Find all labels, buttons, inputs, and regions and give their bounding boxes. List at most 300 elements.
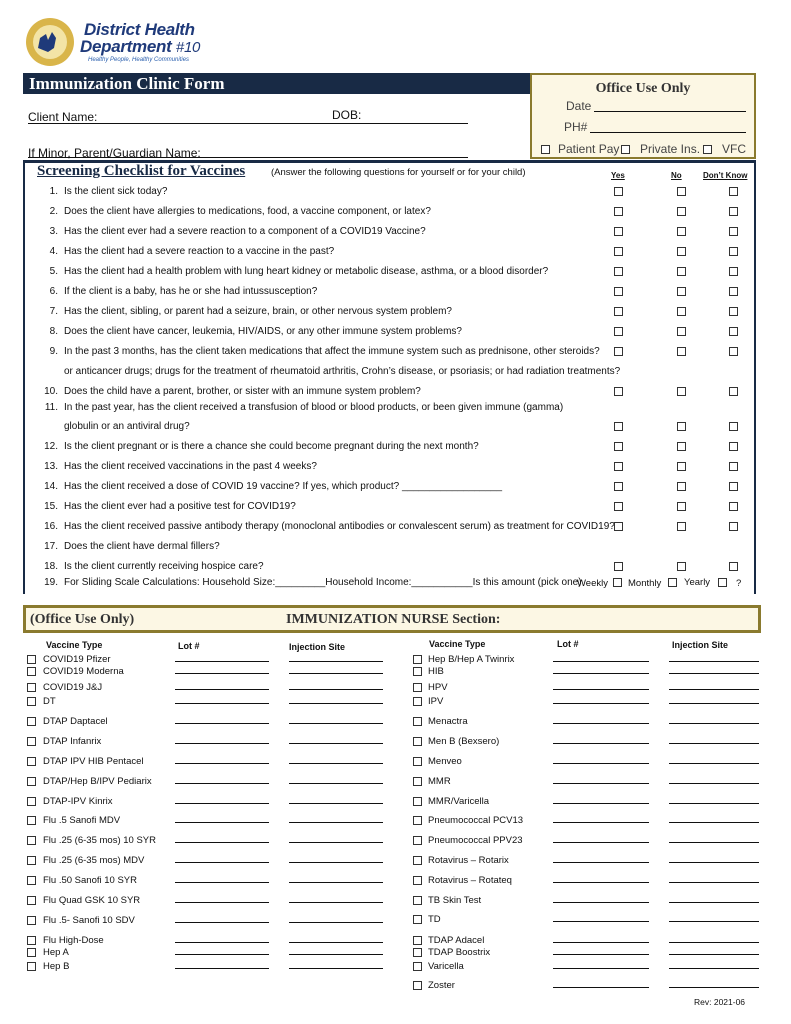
vaccine-label: Flu .5 Sanofi MDV [43,815,121,826]
answer-dont-know-checkbox[interactable] [729,327,738,336]
injection-site-field[interactable] [669,882,759,883]
lot-number-field[interactable] [175,842,269,843]
injection-site-field[interactable] [669,783,759,784]
vaccine-checkbox[interactable] [27,936,36,945]
lot-number-field[interactable] [553,689,649,690]
private-ins-checkbox[interactable] [621,145,630,154]
vaccine-checkbox[interactable] [413,667,422,676]
vaccine-checkbox[interactable] [413,655,422,664]
lot-number-field[interactable] [553,902,649,903]
injection-site-field[interactable] [669,689,759,690]
freq-weekly-checkbox[interactable] [613,578,622,587]
question-row [40,226,426,237]
vaccine-label: COVID19 J&J [43,682,103,693]
vaccine-checkbox[interactable] [413,948,422,957]
vaccine-label: MMR/Varicella [428,796,490,807]
question-number: 13. [44,461,58,472]
injection-site-field[interactable] [289,763,383,764]
guardian-field[interactable] [28,157,468,158]
ph-field[interactable] [590,132,746,133]
lot-number-field[interactable] [553,703,649,704]
vaccine-label: Flu .5- Sanofi 10 SDV [43,915,135,926]
question-number: 3. [49,226,58,237]
vaccine-label: DTAP Infanrix [43,736,102,747]
question-number: 6. [49,286,58,297]
lot-number-field[interactable] [175,922,269,923]
question-text: Is the client sick today? [64,186,168,197]
question-number: 9. [49,346,58,357]
answer-yes-checkbox[interactable] [614,522,623,531]
lot-number-field[interactable] [553,921,649,922]
vaccine-checkbox[interactable] [27,667,36,676]
question-number: 17. [44,541,58,552]
question-row [40,206,431,217]
injection-site-field[interactable] [669,822,759,823]
answer-dont-know-checkbox[interactable] [729,562,738,571]
lot-number-field[interactable] [553,954,649,955]
lot-number-field[interactable] [553,862,649,863]
answer-no-checkbox[interactable] [677,227,686,236]
client-name-field[interactable] [28,123,468,124]
vaccine-checkbox[interactable] [27,856,36,865]
lot-number-field[interactable] [553,743,649,744]
answer-yes-checkbox[interactable] [614,267,623,276]
vaccine-label: TD [428,914,441,925]
injection-site-field[interactable] [669,987,759,988]
vaccine-label: Pneumococcal PCV13 [428,815,524,826]
form-title: Immunization Clinic Form [23,73,533,94]
ph-label: PH# [564,120,588,134]
question-text: If the client is a baby, has he or she had intussusception? [64,286,318,297]
lot-number-field[interactable] [553,803,649,804]
question-row [40,577,582,588]
question-text: Has the client received vaccinations in the past 4 weeks? [64,461,317,472]
vaccine-label: DTAP IPV HIB Pentacel [43,756,144,767]
vaccine-label: DT [43,696,56,707]
revision-label: Rev: 2021-06 [694,997,746,1007]
vaccine-label: Menactra [428,716,468,727]
question-text: In the past year, has the client received a transfusion of blood or blood products, or been given immune (gamma) [64,402,564,413]
question-text: Has the client had a health problem with lung heart kidney or metabolic disease, asthma, or a blood disorder? [64,266,549,277]
lot-number-field[interactable] [553,763,649,764]
answer-yes-checkbox[interactable] [614,462,623,471]
vaccine-checkbox[interactable] [413,915,422,924]
screening-instruction: (Answer the following questions for yourself or for your child) [271,167,526,178]
injection-site-field[interactable] [289,902,383,903]
vaccine-checkbox[interactable] [413,683,422,692]
answer-yes-checkbox[interactable] [614,482,623,491]
freq-yearly-checkbox[interactable] [718,578,727,587]
injection-site-field[interactable] [669,968,759,969]
lot-number-field[interactable] [553,783,649,784]
answer-yes-checkbox[interactable] [614,187,623,196]
lot-number-field[interactable] [175,822,269,823]
office-use-box [530,73,756,159]
answer-no-checkbox[interactable] [677,187,686,196]
question-text: Does the child have a parent, brother, or sister with an immune system problem? [64,386,421,397]
injection-site-field[interactable] [289,922,383,923]
vaccine-label: DTAP/Hep B/IPV Pediarix [43,776,152,787]
vaccine-checkbox[interactable] [27,876,36,885]
injection-site-field[interactable] [289,661,383,662]
answer-dont-know-checkbox[interactable] [729,387,738,396]
left-site-header: Injection Site [289,642,346,652]
injection-site-field[interactable] [669,723,759,724]
vaccine-label: HIB [428,666,444,677]
question-row [40,541,220,552]
answer-no-checkbox[interactable] [677,387,686,396]
question-number: 8. [49,326,58,337]
lot-number-field[interactable] [553,822,649,823]
freq-unknown-label: ? [736,578,742,589]
answer-no-checkbox[interactable] [677,247,686,256]
answer-dont-know-checkbox[interactable] [729,267,738,276]
lot-number-field[interactable] [553,882,649,883]
question-text: Has the client had a severe reaction to a vaccine in the past? [64,246,335,257]
vaccine-label: Pneumococcal PPV23 [428,835,523,846]
right-vaccine-header: Vaccine Type [429,639,486,649]
answer-yes-checkbox[interactable] [614,347,623,356]
nurse-section-title: IMMUNIZATION NURSE Section: [286,612,501,627]
answer-no-checkbox[interactable] [677,267,686,276]
col-dont-know: Don’t Know [703,171,748,180]
vaccine-checkbox[interactable] [413,777,422,786]
question-text: or anticancer drugs; drugs for the treatment of rheumatoid arthritis, Crohn’s disease, or psoriasis; or had radiation treatments? [64,366,621,377]
logo-text-line2: Department #10 [80,37,201,56]
lot-number-field[interactable] [175,803,269,804]
answer-no-checkbox[interactable] [677,482,686,491]
question-text: Is the client pregnant or is there a chance she could become pregnant during the next month? [64,441,479,452]
lot-number-field[interactable] [553,673,649,674]
question-text: Has the client received a dose of COVID 19 vaccine? If yes, which product? __________________ [64,481,503,492]
question-number: 15. [44,501,58,512]
lot-number-field[interactable] [175,723,269,724]
vaccine-label: Varicella [428,961,464,972]
lot-number-field[interactable] [175,942,269,943]
injection-site-field[interactable] [669,743,759,744]
answer-dont-know-checkbox[interactable] [729,482,738,491]
private-ins-label: Private Ins. [640,142,701,156]
vaccine-checkbox[interactable] [27,777,36,786]
injection-site-field[interactable] [669,954,759,955]
vaccine-label: COVID19 Moderna [43,666,124,677]
vaccine-label: Flu .25 (6-35 mos) 10 SYR [43,835,156,846]
vaccine-label: Zoster [428,980,455,991]
vaccine-label: TDAP Adacel [428,935,485,946]
question-text: Has the client ever had a positive test for COVID19? [64,501,296,512]
lot-number-field[interactable] [175,862,269,863]
vaccine-checkbox[interactable] [27,757,36,766]
injection-site-field[interactable] [289,689,383,690]
vaccine-label: Flu .50 Sanofi 10 SYR [43,875,137,886]
vaccine-checkbox[interactable] [413,856,422,865]
question-row [40,326,462,337]
question-row [40,186,167,197]
lot-number-field[interactable] [175,783,269,784]
vaccine-label: MMR [428,776,451,787]
vaccine-label: DTAP Daptacel [43,716,108,727]
answer-dont-know-checkbox[interactable] [729,187,738,196]
vaccine-label: Flu .25 (6-35 mos) MDV [43,855,145,866]
question-text: globulin or an antiviral drug? [64,421,190,432]
injection-site-field[interactable] [669,661,759,662]
answer-no-checkbox[interactable] [677,442,686,451]
injection-site-field[interactable] [289,882,383,883]
lot-number-field[interactable] [175,763,269,764]
answer-dont-know-checkbox[interactable] [729,247,738,256]
answer-dont-know-checkbox[interactable] [729,442,738,451]
question-text: Is the client currently receiving hospice care? [64,561,264,572]
question-row [40,246,334,257]
question-text: Has the client, sibling, or parent had a seizure, brain, or other nervous system problem? [64,306,452,317]
question-number: 14. [44,481,58,492]
lot-number-field[interactable] [175,882,269,883]
injection-site-field[interactable] [669,763,759,764]
question-row [40,366,620,377]
question-number: 2. [49,206,58,217]
question-text: Has the client received passive antibody therapy (monoclonal antibodies or convalescent serum) as treatment for COVID19? [64,521,615,532]
question-row [40,306,452,317]
question-number: 12. [44,441,58,452]
office-use-title: Office Use Only [595,81,691,96]
vaccine-checkbox[interactable] [413,962,422,971]
question-row [40,521,615,532]
logo-text-line1: District Health [84,20,195,39]
lot-number-field[interactable] [553,842,649,843]
question-number: 4. [49,246,58,257]
vaccine-checkbox[interactable] [413,876,422,885]
injection-site-field[interactable] [669,902,759,903]
lot-number-field[interactable] [553,968,649,969]
vaccine-checkbox[interactable] [413,896,422,905]
question-text: For Sliding Scale Calculations: Household Size:_________Household Income:___________Is this amount (pick one) [64,577,582,588]
answer-yes-checkbox[interactable] [614,287,623,296]
question-text: In the past 3 months, has the client taken medications that affect the immune system such as prednisone, other steroids? [64,346,600,357]
question-number: 10. [44,386,58,397]
injection-site-field[interactable] [289,743,383,744]
vaccine-label: COVID19 Pfizer [43,654,111,665]
question-row [40,501,296,512]
vaccine-label: Men B (Bexsero) [428,736,500,747]
injection-site-field[interactable] [669,673,759,674]
logo-seal [26,18,74,66]
vaccine-checkbox[interactable] [27,816,36,825]
answer-yes-checkbox[interactable] [614,307,623,316]
question-text: Does the client have allergies to medications, food, a vaccine component, or latex? [64,206,431,217]
date-field[interactable] [594,111,746,112]
freq-yearly-label: Yearly [684,577,711,588]
answer-dont-know-checkbox[interactable] [729,347,738,356]
lot-number-field[interactable] [175,968,269,969]
answer-yes-checkbox[interactable] [614,227,623,236]
answer-yes-checkbox[interactable] [614,207,623,216]
answer-no-checkbox[interactable] [677,562,686,571]
vaccine-checkbox[interactable] [413,797,422,806]
logo-tagline: Healthy People, Healthy Communities [88,57,190,63]
injection-site-field[interactable] [669,842,759,843]
answer-yes-checkbox[interactable] [614,422,623,431]
question-row [40,561,264,572]
vaccine-label: IPV [428,696,444,707]
question-number: 1. [49,186,58,197]
answer-dont-know-checkbox[interactable] [729,287,738,296]
lot-number-field[interactable] [175,689,269,690]
answer-dont-know-checkbox[interactable] [729,502,738,511]
freq-monthly-label: Monthly [628,578,662,589]
vaccine-label: TB Skin Test [428,895,482,906]
dob-label: DOB: [332,108,362,122]
lot-number-field[interactable] [175,703,269,704]
date-label: Date [566,99,592,113]
injection-site-field[interactable] [669,703,759,704]
injection-site-field[interactable] [289,723,383,724]
injection-site-field[interactable] [669,942,759,943]
question-number: 16. [44,521,58,532]
lot-number-field[interactable] [175,661,269,662]
injection-site-field[interactable] [289,673,383,674]
vaccine-checkbox[interactable] [413,836,422,845]
lot-number-field[interactable] [553,987,649,988]
answer-no-checkbox[interactable] [677,422,686,431]
answer-no-checkbox[interactable] [677,307,686,316]
vaccine-label: Menveo [428,756,462,767]
vaccine-checkbox[interactable] [27,948,36,957]
left-lot-header: Lot # [178,641,200,651]
left-vaccine-header: Vaccine Type [46,640,103,650]
injection-site-field[interactable] [289,942,383,943]
vaccine-checkbox[interactable] [413,737,422,746]
vaccine-checkbox[interactable] [413,816,422,825]
question-text: Has the client ever had a severe reaction to a component of a COVID19 Vaccine? [64,226,426,237]
lot-number-field[interactable] [553,942,649,943]
answer-yes-checkbox[interactable] [614,502,623,511]
answer-dont-know-checkbox[interactable] [729,422,738,431]
vaccine-label: Hep A [43,947,69,958]
question-text: Does the client have dermal fillers? [64,541,220,552]
vaccine-checkbox[interactable] [27,737,36,746]
vaccine-label: HPV [428,682,448,693]
col-no: No [671,171,682,180]
answer-yes-checkbox[interactable] [614,387,623,396]
vaccine-label: TDAP Boostrix [428,947,491,958]
vaccine-checkbox[interactable] [27,916,36,925]
guardian-label: If Minor, Parent/Guardian Name: [28,146,201,160]
question-number: 18. [44,561,58,572]
answer-yes-checkbox[interactable] [614,327,623,336]
question-row [40,421,190,432]
lot-number-field[interactable] [553,723,649,724]
answer-yes-checkbox[interactable] [614,562,623,571]
injection-site-field[interactable] [289,822,383,823]
injection-site-field[interactable] [289,968,383,969]
question-row [40,461,317,472]
right-site-header: Injection Site [672,640,729,650]
patient-pay-checkbox[interactable] [541,145,550,154]
question-row [40,481,502,492]
vaccine-checkbox[interactable] [413,697,422,706]
injection-site-field[interactable] [289,954,383,955]
answer-no-checkbox[interactable] [677,502,686,511]
freq-monthly-checkbox[interactable] [668,578,677,587]
answer-no-checkbox[interactable] [677,347,686,356]
lot-number-field[interactable] [553,661,649,662]
col-yes: Yes [611,171,625,180]
vaccine-label: Flu Quad GSK 10 SYR [43,895,141,906]
question-number: 11. [44,402,58,413]
vaccine-checkbox[interactable] [413,757,422,766]
answer-yes-checkbox[interactable] [614,247,623,256]
vaccine-label: DTAP-IPV Kinrix [43,796,113,807]
answer-yes-checkbox[interactable] [614,442,623,451]
injection-site-field[interactable] [669,921,759,922]
question-number: 7. [49,306,58,317]
vaccine-label: Flu High-Dose [43,935,104,946]
answer-dont-know-checkbox[interactable] [729,227,738,236]
vaccine-label: Hep B [43,961,70,972]
vfc-checkbox[interactable] [703,145,712,154]
vaccine-checkbox[interactable] [27,962,36,971]
question-row [40,386,421,397]
question-row [40,402,563,413]
right-lot-header: Lot # [557,639,579,649]
vaccine-checkbox[interactable] [27,683,36,692]
vaccine-label: Rotavirus – Rotarix [428,855,509,866]
question-row [40,441,479,452]
vaccine-checkbox[interactable] [413,717,422,726]
vaccine-label: Hep B/Hep A Twinrix [428,654,515,665]
injection-site-field[interactable] [289,842,383,843]
answer-no-checkbox[interactable] [677,327,686,336]
answer-dont-know-checkbox[interactable] [729,522,738,531]
injection-site-field[interactable] [289,803,383,804]
answer-dont-know-checkbox[interactable] [729,462,738,471]
injection-site-field[interactable] [289,862,383,863]
vaccine-checkbox[interactable] [27,836,36,845]
question-text: Does the client have cancer, leukemia, HIV/AIDS, or any other immune system problems? [64,326,462,337]
question-number: 19. [44,577,58,588]
lot-number-field[interactable] [175,902,269,903]
nurse-office-use-title: (Office Use Only) [30,612,135,627]
answer-no-checkbox[interactable] [677,522,686,531]
lot-number-field[interactable] [175,954,269,955]
injection-site-field[interactable] [289,703,383,704]
answer-dont-know-checkbox[interactable] [729,207,738,216]
vaccine-checkbox[interactable] [413,981,422,990]
vaccine-checkbox[interactable] [27,697,36,706]
question-row [40,286,317,297]
lot-number-field[interactable] [175,743,269,744]
injection-site-field[interactable] [669,862,759,863]
answer-no-checkbox[interactable] [677,462,686,471]
injection-site-field[interactable] [669,803,759,804]
vaccine-checkbox[interactable] [27,717,36,726]
vaccine-label: Rotavirus – Rotateq [428,875,512,886]
freq-weekly-label: Weekly [577,578,608,589]
screening-title: Screening Checklist for Vaccines [37,163,246,179]
answer-no-checkbox[interactable] [677,287,686,296]
answer-dont-know-checkbox[interactable] [729,307,738,316]
answer-no-checkbox[interactable] [677,207,686,216]
vaccine-checkbox[interactable] [413,936,422,945]
vaccine-checkbox[interactable] [27,797,36,806]
vaccine-checkbox[interactable] [27,655,36,664]
vaccine-checkbox[interactable] [27,896,36,905]
injection-site-field[interactable] [289,783,383,784]
client-name-label: Client Name: [28,110,98,124]
lot-number-field[interactable] [175,673,269,674]
question-row [40,266,548,277]
question-row [40,346,600,357]
